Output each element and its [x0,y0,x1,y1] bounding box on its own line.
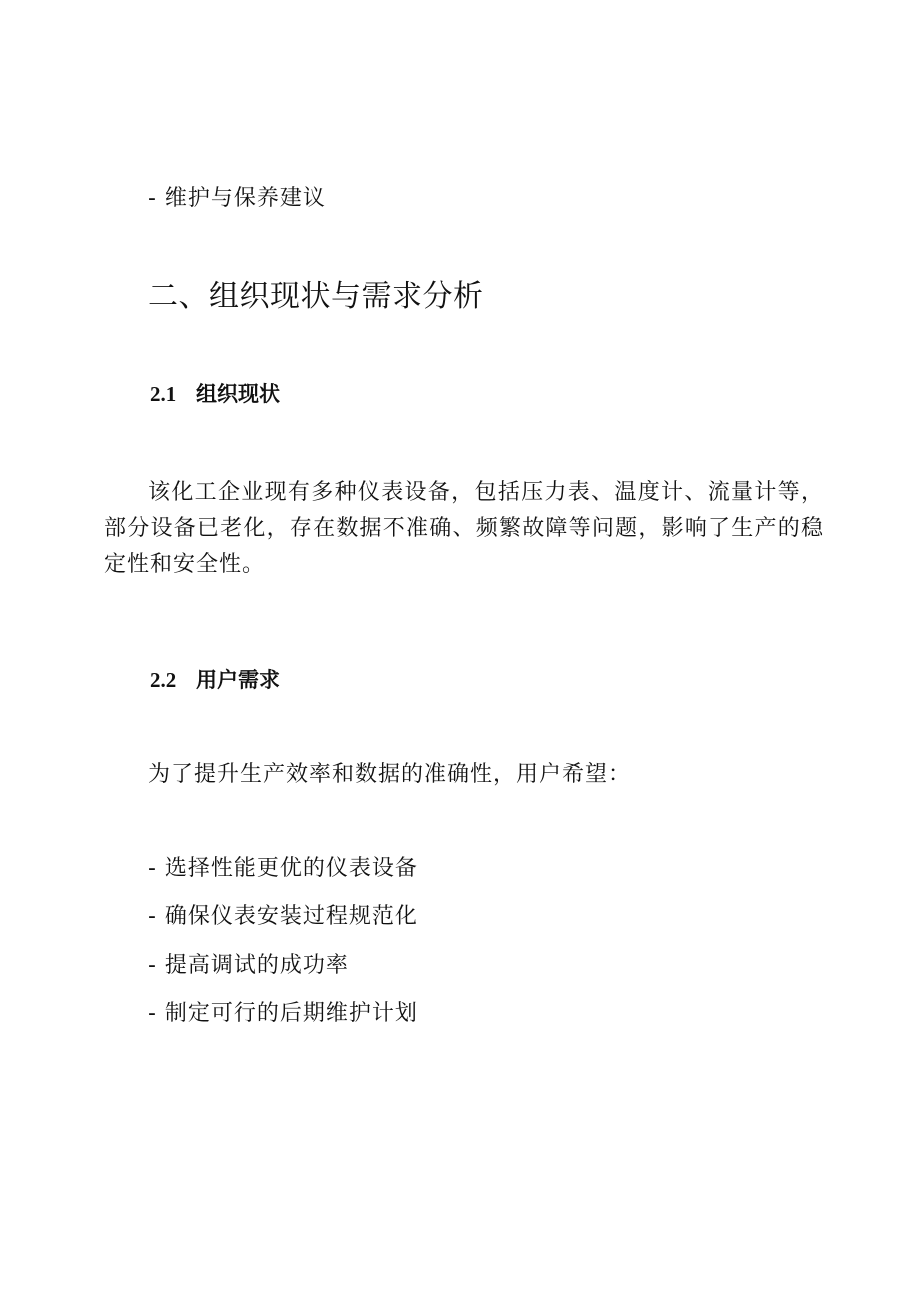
subsection-heading-2-1 [150,384,280,405]
subsection-number: 2.1 [150,382,177,406]
needs-intro: 为了提升生产效率和数据的准确性，用户希望： [148,762,632,787]
need-item: - 提高调试的成功率 [148,953,349,978]
subsection-number: 2.2 [150,668,177,692]
need-item: - 制定可行的后期维护计划 [148,1001,418,1026]
need-item: - 选择性能更优的仪表设备 [148,856,418,881]
subsection-title: 用户需求 [196,668,280,692]
subsection-title: 组织现状 [196,382,280,406]
need-item: - 确保仪表安装过程规范化 [148,904,418,929]
section-title: 二、组织现状与需求分析 [148,279,484,314]
maintenance-bullet: - 维护与保养建议 [148,186,326,211]
subsection-heading-2-2 [150,670,280,691]
current-status-paragraph: 该化工企业现有多种仪表设备，包括压力表、温度计、流量计等，部分设备已老化，存在数据不准确、频繁故障等问题，影响了生产的稳定性和安全性。 [104,480,824,577]
